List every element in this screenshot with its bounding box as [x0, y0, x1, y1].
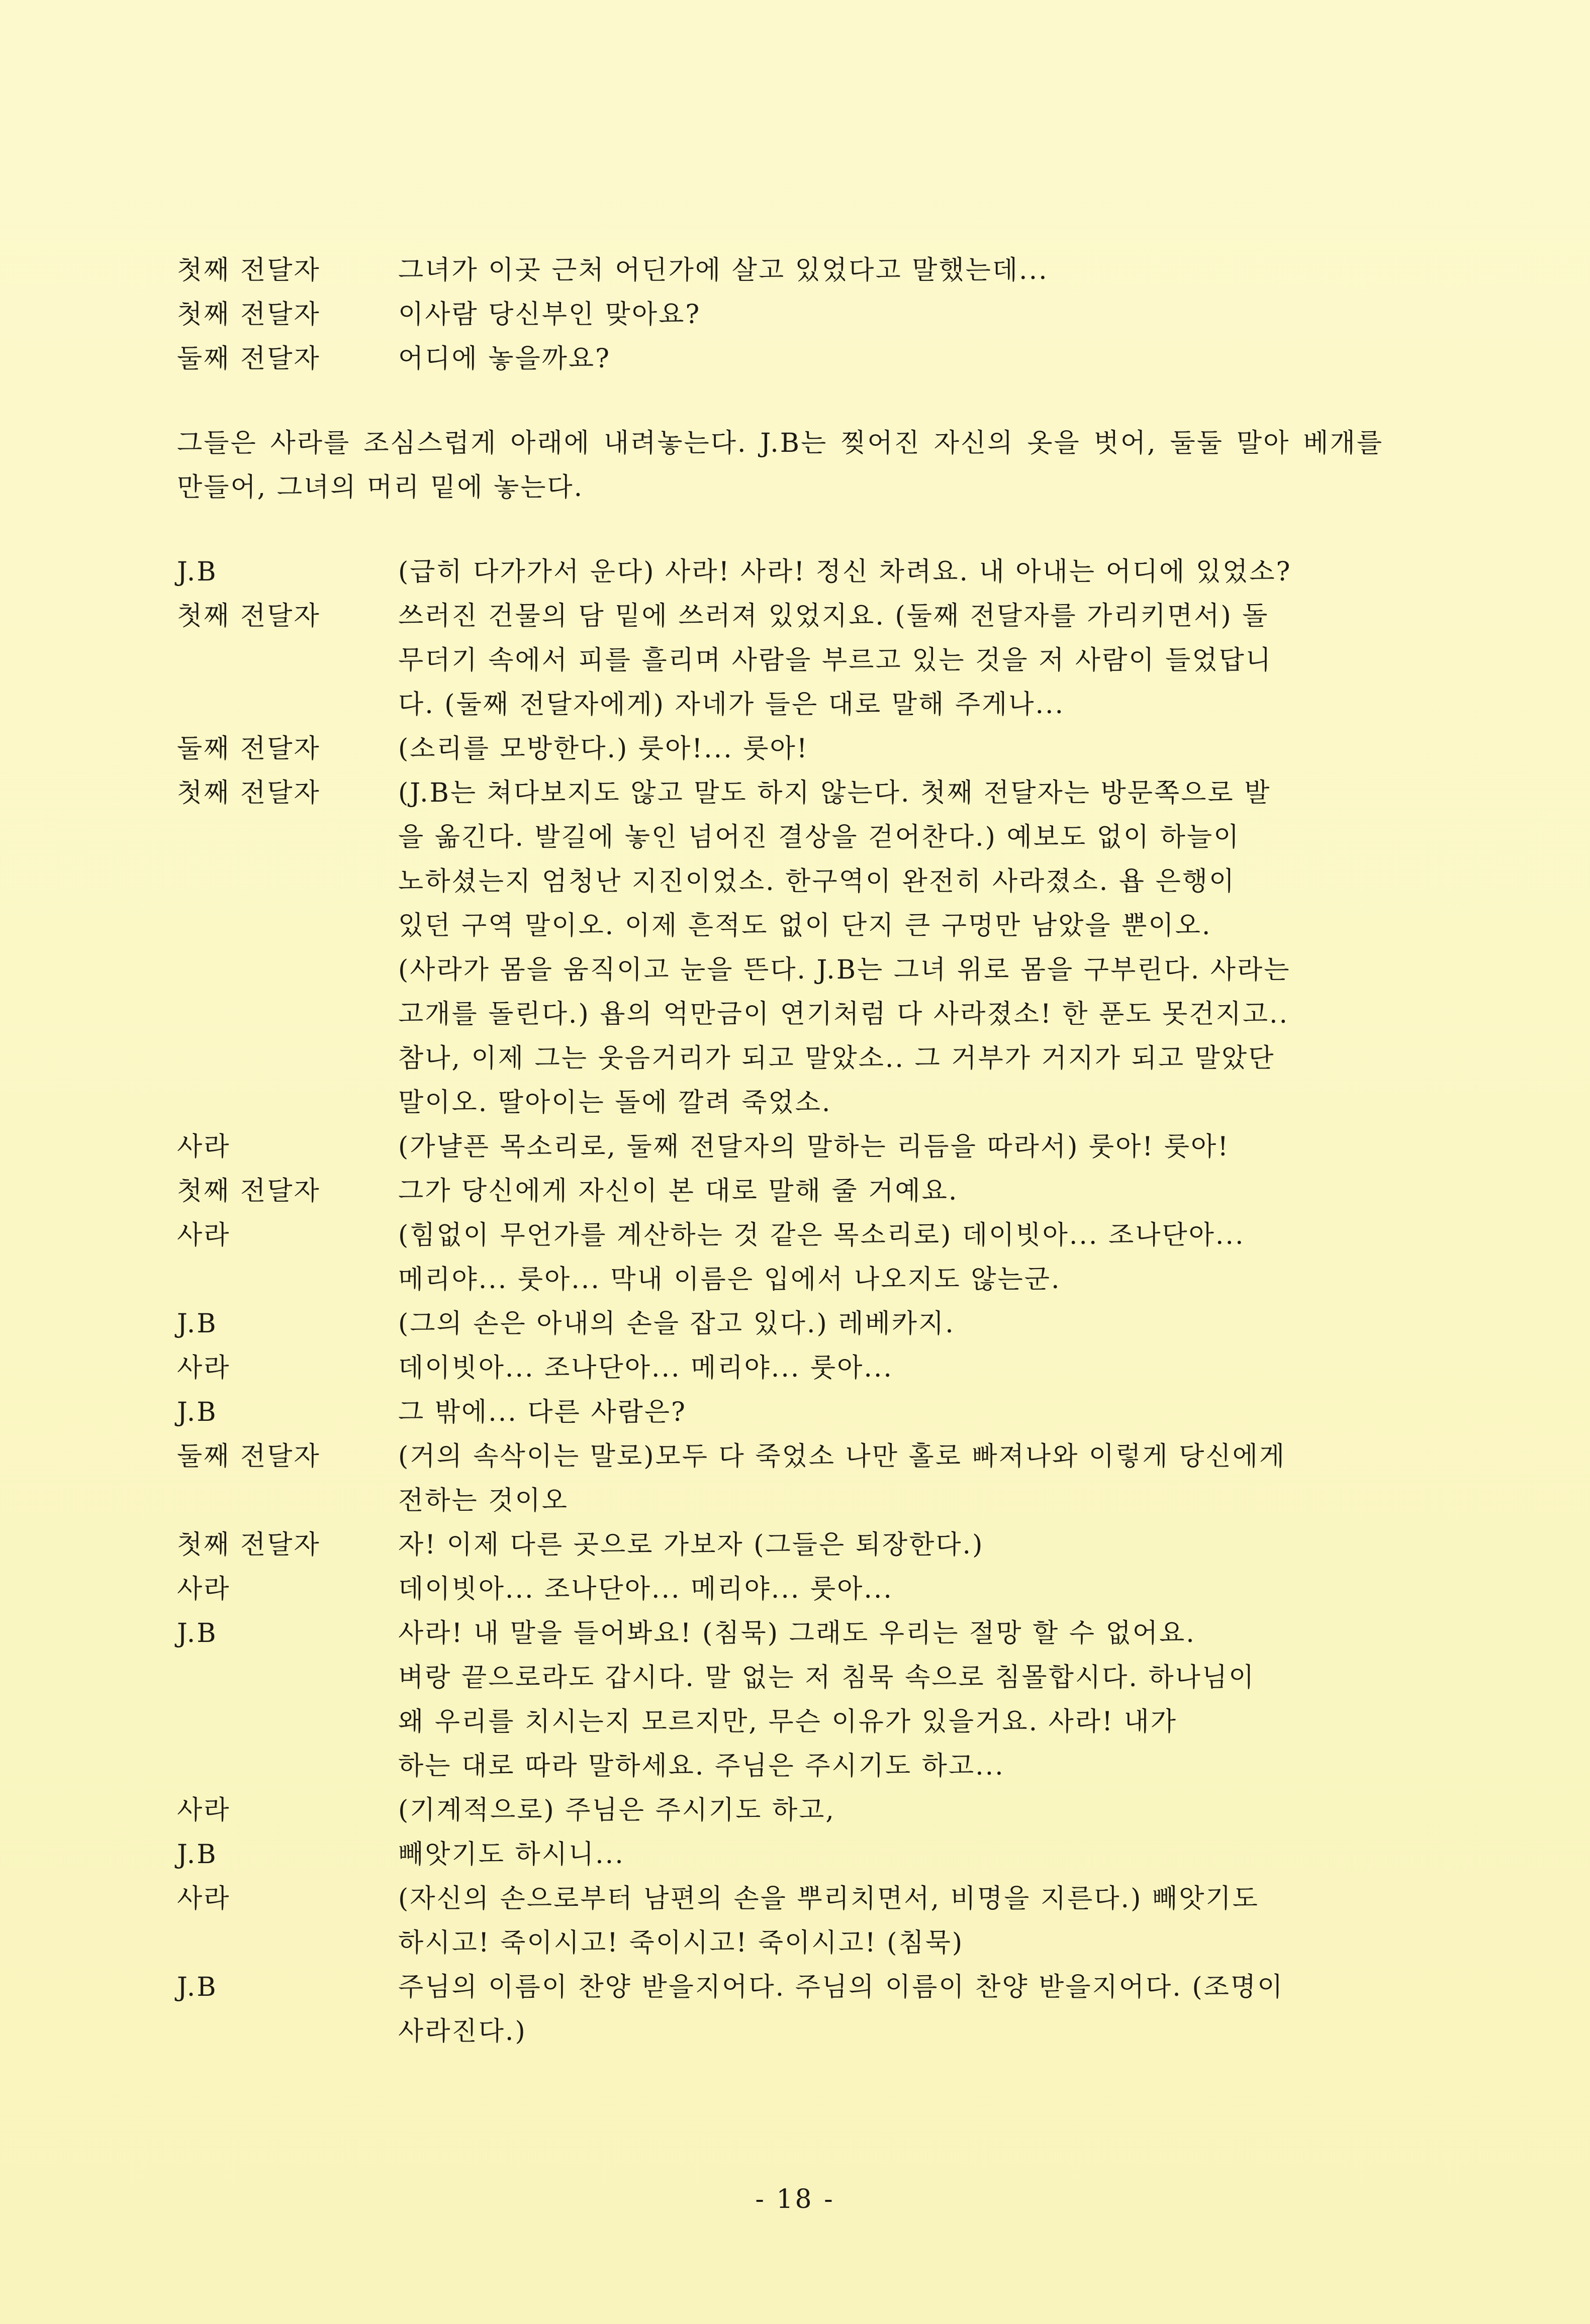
- speech-text: [398, 1169, 1383, 1213]
- speech-line: 참나, 이제 그는 웃음거리가 되고 말았소.. 그 거부가 거지가 되고 말았단: [398, 1043, 1275, 1074]
- dialogue-line: [177, 1567, 1383, 1611]
- speaker-name: J.B: [177, 1618, 218, 1649]
- speaker-name: 첫째 전달자: [177, 1530, 321, 1560]
- dialogue-line: [177, 1788, 1383, 1832]
- speaker-name: 둘째 전달자: [177, 1441, 321, 1472]
- speaker-name: 첫째 전달자: [177, 1176, 321, 1206]
- speech-line: 하는 대로 따라 말하세요. 주님은 주시기도 하고...: [398, 1751, 1005, 1781]
- speech-text: [398, 1125, 1383, 1169]
- speech-line: (힘없이 무언가를 계산하는 것 같은 목소리로) 데이빗아... 조나단아...: [398, 1220, 1245, 1250]
- speech-line: (기계적으로) 주님은 주시기도 하고,: [398, 1795, 835, 1825]
- speech-text: [398, 1346, 1383, 1390]
- speech-text: [398, 1611, 1383, 1788]
- speech-line: (자신의 손으로부터 남편의 손을 뿌리치면서, 비명을 지른다.) 빼앗기도: [398, 1884, 1259, 1914]
- speech-text: [398, 1390, 1383, 1434]
- speech-line: (거의 속삭이는 말로)모두 다 죽었소 나만 홀로 빠져나와 이렇게 당신에게: [398, 1441, 1286, 1472]
- speech-line: (J.B는 쳐다보지도 않고 말도 하지 않는다. 첫째 전달자는 방문쪽으로 발: [398, 778, 1271, 808]
- speech-line: 무더기 속에서 피를 흘리며 사람을 부르고 있는 것을 저 사람이 들었답니: [398, 645, 1273, 675]
- stage-direction-line: 베개를 만들어, 그녀의 머리 밑에 놓는다.: [177, 428, 1383, 503]
- speaker-name: J.B: [177, 1397, 218, 1427]
- dialogue-line: [177, 1965, 1383, 2054]
- speech-line: 데이빗아... 조나단아... 메리야... 룻아...: [398, 1574, 893, 1604]
- speech-line: 왜 우리를 치시는지 모르지만, 무슨 이유가 있을거요. 사라! 내가: [398, 1707, 1177, 1737]
- dialogue-line: [177, 1877, 1383, 1965]
- speaker-name: 사라: [177, 1574, 231, 1604]
- dialogue-line: [177, 1611, 1383, 1788]
- dialogue-line: [177, 1213, 1383, 1302]
- dialogue-line: [177, 1346, 1383, 1390]
- dialogue-line: [177, 771, 1383, 1125]
- speech-text: 그녀가 이곳 근처 어딘가에 살고 있었다고 말했는데...: [398, 255, 1049, 285]
- speech-text: [398, 727, 1383, 771]
- speech-text: [398, 1523, 1383, 1567]
- dialogue-line: [177, 1523, 1383, 1567]
- speech-line: (가냘픈 목소리로, 둘째 전달자의 말하는 리듬을 따라서) 룻아! 룻아!: [398, 1132, 1230, 1162]
- dialogue-line: [177, 727, 1383, 771]
- speech-line: 주님의 이름이 찬양 받을지어다. 주님의 이름이 찬양 받을지어다. (조명이: [398, 1972, 1284, 2002]
- dialogue-line: [177, 1169, 1383, 1213]
- speech-line: 데이빗아... 조나단아... 메리야... 룻아...: [398, 1353, 893, 1383]
- speech-line: 있던 구역 말이오. 이제 흔적도 없이 단지 큰 구멍만 남았을 뿐이오.: [398, 911, 1212, 941]
- speaker-name: 첫째 전달자: [177, 601, 321, 631]
- speaker-name: 첫째 전달자: [177, 255, 321, 285]
- speech-text: [398, 550, 1383, 594]
- paragraph-gap: [177, 381, 1383, 421]
- speech-line: 그 밖에... 다른 사람은?: [398, 1397, 687, 1427]
- speech-line: 전하는 것이오: [398, 1486, 569, 1516]
- dialogue-line: [177, 1434, 1383, 1523]
- speaker-name: J.B: [177, 1839, 218, 1870]
- speech-line: 노하셨는지 엄청난 지진이었소. 한구역이 완전히 사라졌소. 욥 은행이: [398, 866, 1236, 897]
- speech-text: 어디에 놓을까요?: [398, 344, 611, 374]
- dialogue-line: [177, 1390, 1383, 1434]
- speaker-name: 사라: [177, 1795, 231, 1825]
- speaker-name: 사라: [177, 1220, 231, 1250]
- speech-text: [398, 1788, 1383, 1832]
- dialogue-line: [177, 248, 1383, 293]
- speech-line: 메리야... 룻아... 막내 이름은 입에서 나오지도 않는군.: [398, 1265, 1061, 1295]
- speaker-name: 첫째 전달자: [177, 300, 321, 330]
- speech-line: 을 옮긴다. 발길에 놓인 넘어진 결상을 걷어찬다.) 예보도 없이 하늘이: [398, 822, 1241, 852]
- speaker-name: 둘째 전달자: [177, 734, 321, 764]
- dialogue-line: [177, 1832, 1383, 1877]
- speech-line: (사라가 몸을 움직이고 눈을 뜬다. J.B는 그녀 위로 몸을 구부린다. 사라는: [398, 955, 1291, 985]
- dialogue-line: [177, 337, 1383, 381]
- speech-text: [398, 771, 1383, 1125]
- script-content: [177, 248, 1383, 2054]
- speaker-name: 사라: [177, 1884, 231, 1914]
- speech-text: 이사람 당신부인 맞아요?: [398, 300, 701, 330]
- speech-line: 고개를 돌린다.) 욥의 억만금이 연기처럼 다 사라졌소! 한 푼도 못건지고..: [398, 999, 1289, 1029]
- speech-text: [398, 1302, 1383, 1346]
- dialogue-line: [177, 594, 1383, 727]
- speaker-name: 사라: [177, 1353, 231, 1383]
- speech-line: 하시고! 죽이시고! 죽이시고! 죽이시고! (침묵): [398, 1928, 964, 1958]
- speaker-name: 사라: [177, 1132, 231, 1162]
- speech-line: 말이오. 딸아이는 돌에 깔려 죽었소.: [398, 1088, 832, 1118]
- speech-line: 빼앗기도 하시니...: [398, 1839, 625, 1870]
- stage-direction: [177, 421, 1383, 510]
- dialogue-line: [177, 550, 1383, 594]
- stage-direction-line: 그들은 사라를 조심스럽게 아래에 내려놓는다. J.B는 찢어진 자신의 옷을 벗어, 둘둘 말아: [177, 428, 1290, 458]
- dialogue-block: [177, 550, 1383, 2054]
- paragraph-gap: [177, 510, 1383, 550]
- speech-line: (소리를 모방한다.) 룻아!... 룻아!: [398, 734, 809, 764]
- speech-line: 사라! 내 말을 들어봐요! (침묵) 그래도 우리는 절망 할 수 없어요.: [398, 1618, 1196, 1649]
- speech-text: [398, 1213, 1383, 1302]
- speech-line: (그의 손은 아내의 손을 잡고 있다.) 레베카지.: [398, 1309, 955, 1339]
- speech-line: 다. (둘째 전달자에게) 자네가 들은 대로 말해 주게나...: [398, 690, 1065, 720]
- dialogue-line: [177, 1302, 1383, 1346]
- dialogue-line: [177, 293, 1383, 337]
- speech-text: [398, 594, 1383, 727]
- speech-line: (급히 다가가서 운다) 사라! 사라! 정신 차려요. 내 아내는 어디에 있었소?: [398, 557, 1292, 587]
- speech-line: 쓰러진 건물의 담 밑에 쓰러져 있었지요. (둘째 전달자를 가리키면서) 돌: [398, 601, 1269, 631]
- speaker-name: 둘째 전달자: [177, 344, 321, 374]
- speaker-name: J.B: [177, 557, 218, 587]
- speech-text: [398, 1877, 1383, 1965]
- speech-line: 자! 이제 다른 곳으로 가보자 (그들은 퇴장한다.): [398, 1530, 984, 1560]
- page-number: - 18 -: [755, 2184, 835, 2214]
- speech-text: [398, 1567, 1383, 1611]
- speech-line: 벼랑 끝으로라도 갑시다. 말 없는 저 침묵 속으로 침몰합시다. 하나님이: [398, 1663, 1256, 1693]
- dialogue-line: [177, 1125, 1383, 1169]
- speech-text: [398, 1832, 1383, 1877]
- speaker-name: J.B: [177, 1309, 218, 1339]
- speaker-name: J.B: [177, 1972, 218, 2002]
- speech-text: [398, 1434, 1383, 1523]
- speech-line: 사라진다.): [398, 2016, 527, 2047]
- speaker-name: 첫째 전달자: [177, 778, 321, 808]
- speech-text: [398, 1965, 1383, 2054]
- speech-line: 그가 당신에게 자신이 본 대로 말해 줄 거예요.: [398, 1176, 959, 1206]
